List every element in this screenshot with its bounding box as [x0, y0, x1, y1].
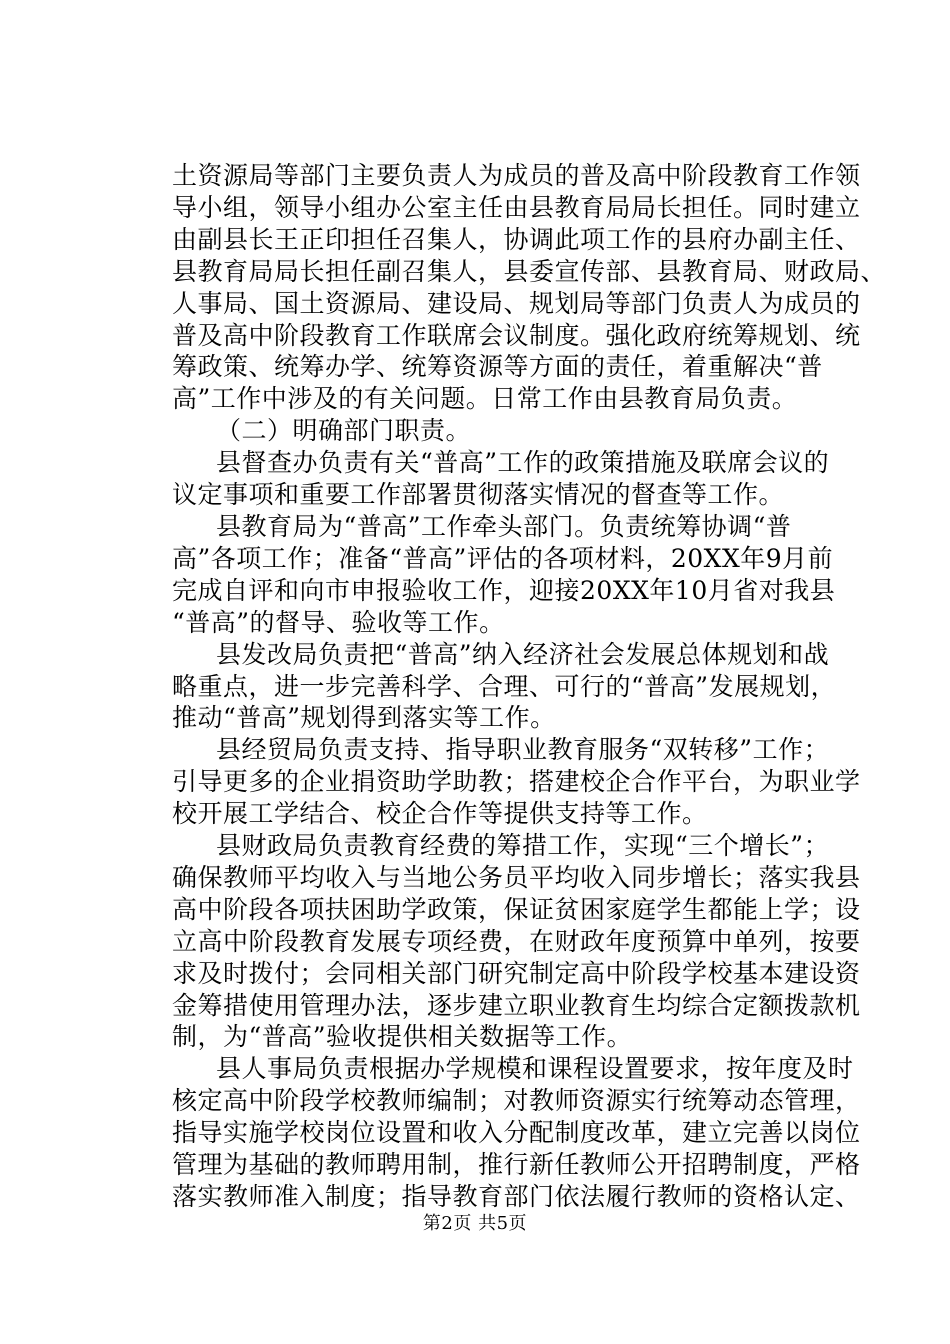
paragraph	[172, 734, 861, 830]
text-line: 金筹措使用管理办法，逐步建立职业教育生均综合定额拨款机	[172, 990, 861, 1020]
text-line: 县督查办负责有关“普高”工作的政策措施及联席会议的	[216, 448, 830, 478]
text-line: 完成自评和向市申报验收工作，迎接20XX年10月省对我县	[172, 575, 836, 605]
text-line: 县教育局为“普高”工作牵头部门。负责统筹协调“普	[216, 511, 792, 541]
text-line: 议定事项和重要工作部署贯彻落实情况的督查等工作。	[172, 480, 785, 510]
text-line: 导小组，领导小组办公室主任由县教育局局长担任。同时建立	[172, 192, 861, 222]
text-line: 指导实施学校岗位设置和收入分配制度改革，建立完善以岗位	[172, 1118, 861, 1148]
text-line: 县经贸局负责支持、指导职业教育服务“双转移”工作；	[216, 735, 830, 765]
text-line: 高中阶段各项扶困助学政策，保证贫困家庭学生都能上学；设	[172, 894, 861, 924]
text-line: 推动“普高”规划得到落实等工作。	[172, 703, 556, 733]
text-line: 校开展工学结合、校企合作等提供支持等工作。	[172, 799, 708, 829]
paragraph	[172, 511, 836, 639]
paragraph	[172, 160, 887, 415]
page-footer: 第2页 共5页	[422, 1213, 528, 1234]
paragraph	[172, 1053, 861, 1213]
text-line: 立高中阶段教育发展专项经费，在财政年度预算中单列，按要	[172, 926, 861, 956]
text-line: 普及高中阶段教育工作联席会议制度。强化政府统筹规划、统	[172, 320, 861, 350]
text-line: 确保教师平均收入与当地公务员平均收入同步增长；落实我县	[172, 862, 861, 892]
text-line: 略重点，进一步完善科学、合理、可行的“普高”发展规划，	[172, 671, 837, 701]
text-line: 土资源局等部门主要负责人为成员的普及高中阶段教育工作领	[172, 161, 861, 190]
paragraph	[172, 415, 832, 447]
text-line: 落实教师准入制度；指导教育部门依法履行教师的资格认定、	[172, 1182, 861, 1211]
text-line: 管理为基础的教师聘用制，推行新任教师公开招聘制度，严格	[172, 1150, 861, 1180]
text-line: 县人事局负责根据办学规模和课程设置要求，按年度及时	[216, 1054, 854, 1084]
text-line: 县教育局局长担任副召集人，县委宣传部、县教育局、财政局、	[172, 256, 887, 286]
text-line: （二）明确部门职责。	[216, 416, 472, 446]
paragraph	[172, 830, 861, 1053]
text-line: 制，为“普高”验收提供相关数据等工作。	[172, 1022, 633, 1052]
paragraph	[172, 639, 837, 735]
text-line: 筹政策、统筹办学、统筹资源等方面的责任，着重解决“普	[172, 352, 823, 382]
text-line: 核定高中阶段学校教师编制；对教师资源实行统筹动态管理，	[172, 1086, 861, 1116]
text-line: 求及时拨付；会同相关部门研究制定高中阶段学校基本建设资	[172, 958, 861, 988]
document-body	[172, 160, 887, 1213]
text-line: 引导更多的企业捐资助学助教；搭建校企合作平台，为职业学	[172, 767, 861, 797]
text-line: 高”各项工作；准备“普高”评估的各项材料，20XX年9月前	[172, 543, 834, 573]
text-line: 县发改局负责把“普高”纳入经济社会发展总体规划和战	[216, 639, 830, 669]
text-line: 高”工作中涉及的有关问题。日常工作由县教育局负责。	[172, 384, 798, 414]
text-line: “普高”的督导、验收等工作。	[172, 607, 505, 637]
text-line: 由副县长王正印担任召集人，协调此项工作的县府办副主任、	[172, 224, 861, 254]
text-line: 人事局、国土资源局、建设局、规划局等部门负责人为成员的	[172, 288, 861, 318]
paragraph	[172, 447, 832, 511]
text-line: 县财政局负责教育经费的筹措工作，实现“三个增长”；	[216, 831, 830, 861]
